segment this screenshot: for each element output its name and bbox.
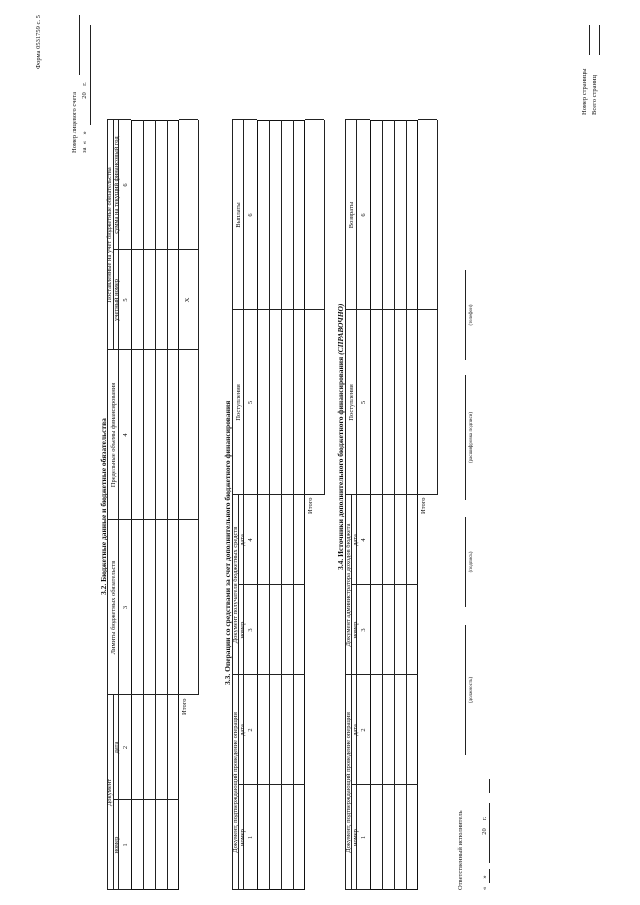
date-line: за « » 20 г. — [81, 82, 88, 153]
name-caption: (расшифровка подписи) — [469, 411, 474, 464]
page-number-field[interactable] — [589, 25, 590, 55]
doc-header: Документ — [106, 778, 113, 807]
total-pages-field[interactable] — [599, 25, 600, 55]
col-sum-year-header: сумма на текущий финансовый год — [113, 136, 120, 234]
table-row[interactable] — [382, 120, 383, 890]
responsible-label: Ответственный исполнитель — [457, 810, 464, 890]
col-num-3: 3 — [247, 628, 254, 632]
table-row[interactable] — [406, 120, 407, 890]
year-field[interactable] — [489, 779, 490, 793]
phone-caption: (телефон) — [469, 304, 474, 326]
doc-confirm-header: Документ, подтверждающий проведение операции — [232, 712, 239, 853]
account-number-field[interactable] — [79, 15, 80, 75]
table-row[interactable] — [281, 120, 282, 890]
col-num-6: 6 — [247, 213, 254, 217]
col-num-2: 2 — [247, 728, 254, 732]
position-caption: (должность) — [469, 676, 474, 704]
doc-admin-header: Документ администратора доходов бюджета — [345, 523, 352, 647]
col-num-4: 4 — [360, 538, 367, 542]
col-date-header: дата — [113, 741, 120, 754]
footer-date: « » 20 г. — [481, 816, 488, 890]
col-reg-number-header: учетный номер — [113, 278, 120, 322]
col-num-1: 1 — [122, 843, 129, 847]
col-num-5: 5 — [360, 400, 367, 405]
signature-field[interactable] — [465, 517, 466, 607]
doc-recipient-header: Документ получателя бюджетных средств — [232, 526, 239, 644]
col-payments-header: Выплаты — [235, 202, 242, 228]
col-obligations-header: Поставленные на учет бюджетные обязательства — [106, 167, 113, 303]
col-num-3: 3 — [360, 628, 367, 632]
col-number-header: номер — [352, 621, 359, 639]
col-num-4: 4 — [122, 433, 129, 437]
table-row[interactable] — [155, 120, 156, 890]
col-num-6: 6 — [360, 213, 367, 217]
section-3-3-total-label: Итого — [307, 497, 314, 514]
name-field[interactable] — [465, 375, 466, 500]
phone-field[interactable] — [465, 270, 466, 360]
table-row[interactable] — [293, 120, 294, 890]
section-3-2-total-label: Итого — [181, 698, 188, 715]
col-num-5: 5 — [247, 400, 254, 405]
table-row[interactable] — [167, 120, 168, 890]
total-pages-label: Всего страниц — [591, 75, 598, 115]
col-num-2: 2 — [122, 745, 129, 750]
col-date-header: дата — [352, 724, 359, 736]
table-row[interactable] — [269, 120, 270, 890]
section-3-2-title: 3.2. Бюджетные данные и бюджетные обязательства — [99, 418, 108, 595]
x-mark: X — [184, 297, 192, 303]
col-num-2: 2 — [360, 728, 367, 732]
date-field[interactable] — [90, 25, 91, 125]
col-num-6: 6 — [122, 183, 129, 187]
table-row[interactable] — [394, 120, 395, 890]
col-num-4: 4 — [247, 538, 254, 542]
col-num-1: 1 — [360, 835, 367, 840]
section-3-3-title: 3.3. Операции со средствами за счет дополнительного бюджетного финансирования — [223, 400, 232, 685]
month-field[interactable] — [489, 803, 490, 863]
day-field[interactable] — [489, 869, 490, 883]
form-code: Форма 0531759 с. 5 — [35, 15, 42, 69]
col-num-5: 5 — [122, 298, 129, 302]
col-limits-header: Лимиты бюджетных обязательств — [110, 560, 117, 655]
col-financing-header: Предельные объемы финансирования — [110, 382, 117, 488]
col-num-1: 1 — [247, 835, 254, 840]
col-number-header: номер — [239, 621, 246, 639]
col-num-3: 3 — [122, 605, 129, 610]
col-refunds-header: Возвраты — [348, 201, 355, 229]
col-date-header: дата — [352, 534, 359, 546]
col-number-header: номер — [239, 829, 246, 846]
account-number-label: Номер лицевого счета — [71, 91, 78, 153]
doc-confirm-header: Документ, подтверждающий проведение операции — [345, 712, 352, 853]
col-number-header: номер — [352, 829, 359, 846]
col-receipts-header: Поступления — [235, 384, 242, 421]
col-receipts-header: Поступления — [348, 384, 355, 421]
table-row[interactable] — [143, 120, 144, 890]
col-date-header: дата — [239, 534, 246, 546]
section-3-4-title: 3.4. Источники дополнительного бюджетного финансирования (СПРАВОЧНО) — [336, 303, 345, 570]
col-number-header: номер — [113, 836, 120, 854]
position-field[interactable] — [465, 625, 466, 755]
page-number-label: Номер страницы — [581, 68, 588, 115]
col-date-header: дата — [239, 724, 246, 736]
signature-caption: (подпись) — [469, 551, 474, 573]
section-3-4-total-label: Итого — [420, 497, 427, 514]
section-3-4-note: (СПРАВОЧНО) — [336, 303, 345, 355]
